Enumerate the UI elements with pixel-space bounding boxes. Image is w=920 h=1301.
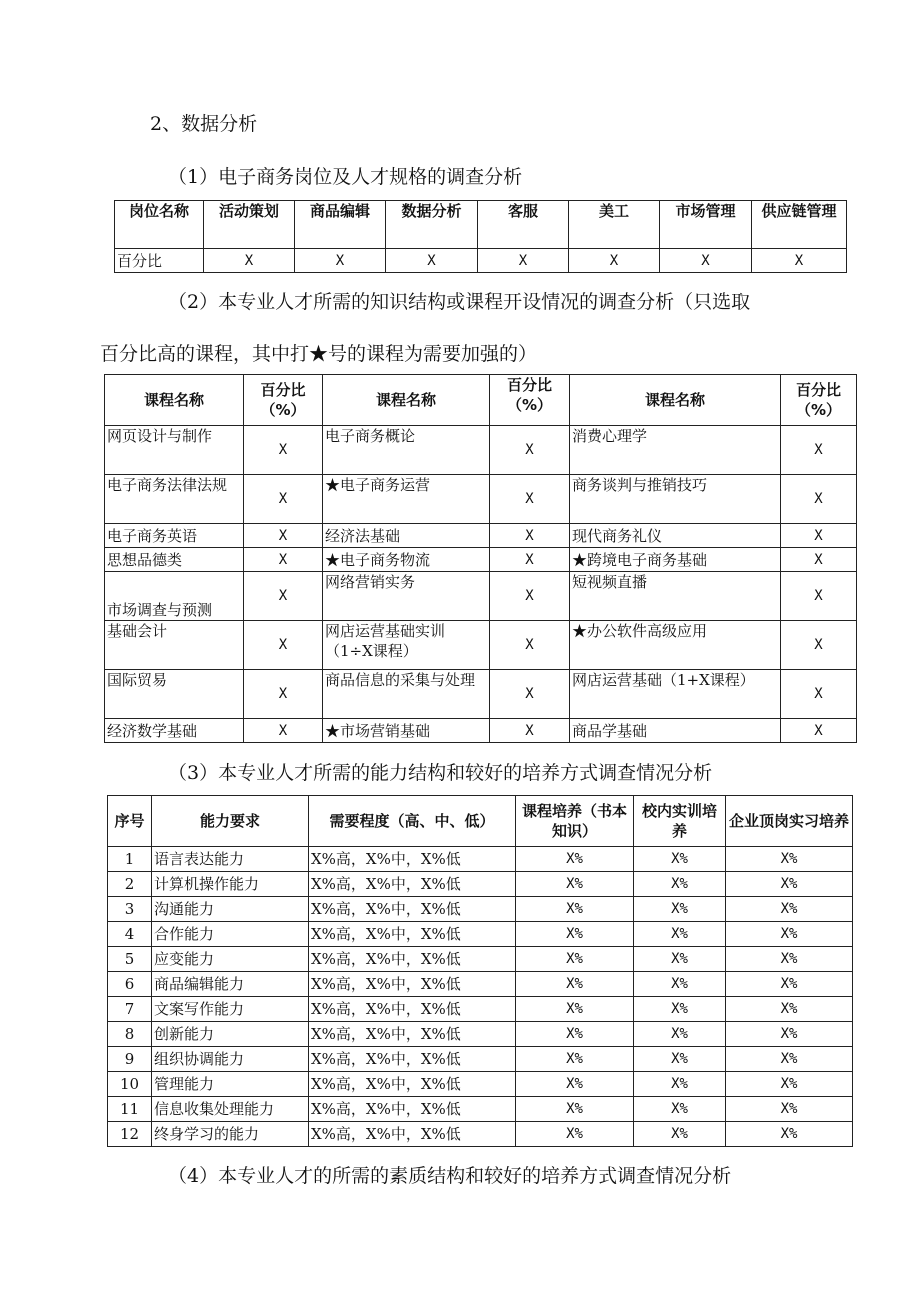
course-name: ★跨境电子商务基础 [570, 548, 781, 572]
ability-header-row [108, 796, 853, 847]
course-row [105, 572, 857, 621]
course-header-cell: 百分比（%） [490, 375, 570, 426]
ability-index: 5 [108, 947, 152, 972]
course-name: ★办公软件高级应用 [570, 621, 781, 670]
course-percent: X [490, 475, 570, 524]
s2-title-line1: （2）本专业人才所需的知识结构或课程开设情况的调查分析（只选取 [168, 291, 751, 313]
course-name: 经济法基础 [323, 524, 490, 548]
s3-title: （3）本专业人才所需的能力结构和较好的培养方式调查情况分析 [168, 762, 713, 784]
ability-course-percent: X% [516, 897, 634, 922]
ability-internship-percent: X% [726, 1072, 853, 1097]
job-value: X [204, 249, 295, 273]
course-row [105, 670, 857, 719]
ability-index: 6 [108, 972, 152, 997]
course-name: 国际贸易 [105, 670, 244, 719]
course-percent: X [490, 426, 570, 475]
ability-name: 合作能力 [152, 922, 309, 947]
ability-index: 10 [108, 1072, 152, 1097]
ability-level: X%高，X%中，X%低 [309, 1022, 516, 1047]
ability-campus-percent: X% [634, 997, 726, 1022]
ability-campus-percent: X% [634, 847, 726, 872]
ability-header-cell: 序号 [108, 796, 152, 847]
ability-campus-percent: X% [634, 1022, 726, 1047]
s1-title: （1）电子商务岗位及人才规格的调查分析 [168, 166, 523, 188]
ability-level: X%高，X%中，X%低 [309, 897, 516, 922]
ability-campus-percent: X% [634, 1097, 726, 1122]
ability-row [108, 1047, 853, 1072]
course-percent: X [781, 621, 857, 670]
ability-name: 创新能力 [152, 1022, 309, 1047]
ability-index: 12 [108, 1122, 152, 1147]
job-value: X [569, 249, 660, 273]
course-name: 经济数学基础 [105, 719, 244, 743]
ability-internship-percent: X% [726, 872, 853, 897]
course-percent: X [490, 719, 570, 743]
course-row [105, 719, 857, 743]
ability-course-percent: X% [516, 872, 634, 897]
job-header-row [115, 201, 847, 249]
ability-row [108, 997, 853, 1022]
course-name: 基础会计 [105, 621, 244, 670]
ability-course-percent: X% [516, 1122, 634, 1147]
ability-header-cell: 课程培养（书本知识） [516, 796, 634, 847]
course-name: 电子商务法律法规 [105, 475, 244, 524]
course-percent: X [244, 670, 323, 719]
course-row [105, 524, 857, 548]
ability-course-percent: X% [516, 922, 634, 947]
ability-internship-percent: X% [726, 972, 853, 997]
course-percent: X [781, 524, 857, 548]
ability-campus-percent: X% [634, 922, 726, 947]
job-value: X [295, 249, 386, 273]
job-header-cell: 活动策划 [204, 201, 295, 249]
course-header-cell: 百分比（%） [244, 375, 323, 426]
job-survey-table [114, 200, 847, 273]
course-percent: X [490, 524, 570, 548]
course-header-row [105, 375, 857, 426]
course-name: 电子商务概论 [323, 426, 490, 475]
course-percent: X [244, 475, 323, 524]
ability-row [108, 1122, 853, 1147]
job-header-cell: 供应链管理 [752, 201, 847, 249]
ability-level: X%高，X%中，X%低 [309, 947, 516, 972]
course-percent: X [244, 572, 323, 621]
ability-index: 7 [108, 997, 152, 1022]
ability-course-percent: X% [516, 1047, 634, 1072]
ability-level: X%高，X%中，X%低 [309, 847, 516, 872]
course-percent: X [244, 719, 323, 743]
s2-title-line2: 百分比高的课程，其中打★号的课程为需要加强的） [100, 343, 538, 365]
ability-internship-percent: X% [726, 1122, 853, 1147]
course-percent: X [781, 475, 857, 524]
ability-campus-percent: X% [634, 947, 726, 972]
course-name: ★电子商务运营 [323, 475, 490, 524]
ability-row [108, 1022, 853, 1047]
course-survey-table [104, 374, 857, 743]
ability-name: 计算机操作能力 [152, 872, 309, 897]
ability-survey-table [107, 795, 853, 1147]
ability-level: X%高，X%中，X%低 [309, 1047, 516, 1072]
course-name: 网店运营基础实训（1÷X课程） [323, 621, 490, 670]
ability-row [108, 847, 853, 872]
ability-internship-percent: X% [726, 897, 853, 922]
ability-course-percent: X% [516, 972, 634, 997]
ability-row [108, 972, 853, 997]
ability-name: 语言表达能力 [152, 847, 309, 872]
ability-course-percent: X% [516, 947, 634, 972]
ability-campus-percent: X% [634, 897, 726, 922]
ability-course-percent: X% [516, 847, 634, 872]
course-header-cell: 课程名称 [105, 375, 244, 426]
course-name: 商务谈判与推销技巧 [570, 475, 781, 524]
course-name: 网页设计与制作 [105, 426, 244, 475]
ability-name: 应变能力 [152, 947, 309, 972]
ability-index: 4 [108, 922, 152, 947]
course-percent: X [781, 719, 857, 743]
course-name: 网店运营基础（1+X课程） [570, 670, 781, 719]
ability-header-cell: 需要程度（高、中、低） [309, 796, 516, 847]
course-name: 商品信息的采集与处理 [323, 670, 490, 719]
job-header-cell: 商品编辑 [295, 201, 386, 249]
course-percent: X [244, 621, 323, 670]
ability-name: 组织协调能力 [152, 1047, 309, 1072]
ability-internship-percent: X% [726, 1022, 853, 1047]
course-name: 网络营销实务 [323, 572, 490, 621]
ability-row [108, 1072, 853, 1097]
job-row-label: 百分比 [115, 249, 204, 273]
ability-course-percent: X% [516, 997, 634, 1022]
ability-header-cell: 企业顶岗实习培养 [726, 796, 853, 847]
ability-row [108, 922, 853, 947]
ability-name: 商品编辑能力 [152, 972, 309, 997]
ability-internship-percent: X% [726, 997, 853, 1022]
ability-level: X%高，X%中，X%低 [309, 1072, 516, 1097]
ability-campus-percent: X% [634, 1072, 726, 1097]
job-value: X [478, 249, 569, 273]
course-percent: X [490, 670, 570, 719]
course-name: 短视频直播 [570, 572, 781, 621]
ability-name: 管理能力 [152, 1072, 309, 1097]
ability-campus-percent: X% [634, 1122, 726, 1147]
ability-name: 沟通能力 [152, 897, 309, 922]
ability-course-percent: X% [516, 1072, 634, 1097]
ability-index: 1 [108, 847, 152, 872]
job-header-cell: 客服 [478, 201, 569, 249]
ability-level: X%高，X%中，X%低 [309, 1122, 516, 1147]
ability-name: 信息收集处理能力 [152, 1097, 309, 1122]
job-value: X [386, 249, 478, 273]
course-name: 市场调查与预测 [105, 572, 244, 621]
ability-level: X%高，X%中，X%低 [309, 872, 516, 897]
ability-internship-percent: X% [726, 847, 853, 872]
job-value: X [660, 249, 752, 273]
ability-row [108, 872, 853, 897]
course-percent: X [490, 548, 570, 572]
s4-title: （4）本专业人才的所需的素质结构和较好的培养方式调查情况分析 [168, 1165, 732, 1187]
job-data-row [115, 249, 847, 273]
section-title: 2、数据分析 [150, 113, 258, 135]
ability-level: X%高，X%中，X%低 [309, 922, 516, 947]
ability-name: 文案写作能力 [152, 997, 309, 1022]
course-row [105, 548, 857, 572]
ability-row [108, 1097, 853, 1122]
ability-row [108, 947, 853, 972]
ability-name: 终身学习的能力 [152, 1122, 309, 1147]
course-percent: X [781, 426, 857, 475]
ability-row [108, 897, 853, 922]
ability-header-cell: 能力要求 [152, 796, 309, 847]
course-percent: X [781, 572, 857, 621]
course-row [105, 475, 857, 524]
job-value: X [752, 249, 847, 273]
ability-index: 3 [108, 897, 152, 922]
course-name: 现代商务礼仪 [570, 524, 781, 548]
course-header-cell: 百分比（%） [781, 375, 857, 426]
course-name: ★电子商务物流 [323, 548, 490, 572]
course-name: 消费心理学 [570, 426, 781, 475]
course-name: ★市场营销基础 [323, 719, 490, 743]
ability-campus-percent: X% [634, 1047, 726, 1072]
course-header-cell: 课程名称 [323, 375, 490, 426]
ability-course-percent: X% [516, 1097, 634, 1122]
course-percent: X [781, 548, 857, 572]
ability-course-percent: X% [516, 1022, 634, 1047]
course-row [105, 426, 857, 475]
course-header-cell: 课程名称 [570, 375, 781, 426]
course-percent: X [244, 548, 323, 572]
ability-internship-percent: X% [726, 1097, 853, 1122]
ability-index: 11 [108, 1097, 152, 1122]
course-name: 商品学基础 [570, 719, 781, 743]
job-header-cell: 数据分析 [386, 201, 478, 249]
ability-level: X%高，X%中，X%低 [309, 1097, 516, 1122]
ability-index: 8 [108, 1022, 152, 1047]
ability-internship-percent: X% [726, 922, 853, 947]
ability-index: 9 [108, 1047, 152, 1072]
course-percent: X [781, 670, 857, 719]
job-header-cell: 美工 [569, 201, 660, 249]
ability-campus-percent: X% [634, 872, 726, 897]
ability-internship-percent: X% [726, 947, 853, 972]
job-header-cell: 岗位名称 [115, 201, 204, 249]
course-percent: X [490, 621, 570, 670]
job-header-cell: 市场管理 [660, 201, 752, 249]
course-name: 电子商务英语 [105, 524, 244, 548]
ability-index: 2 [108, 872, 152, 897]
course-percent: X [490, 572, 570, 621]
course-name: 思想品德类 [105, 548, 244, 572]
ability-campus-percent: X% [634, 972, 726, 997]
course-percent: X [244, 426, 323, 475]
course-row [105, 621, 857, 670]
course-percent: X [244, 524, 323, 548]
ability-internship-percent: X% [726, 1047, 853, 1072]
ability-header-cell: 校内实训培养 [634, 796, 726, 847]
ability-level: X%高，X%中，X%低 [309, 972, 516, 997]
ability-level: X%高，X%中，X%低 [309, 997, 516, 1022]
